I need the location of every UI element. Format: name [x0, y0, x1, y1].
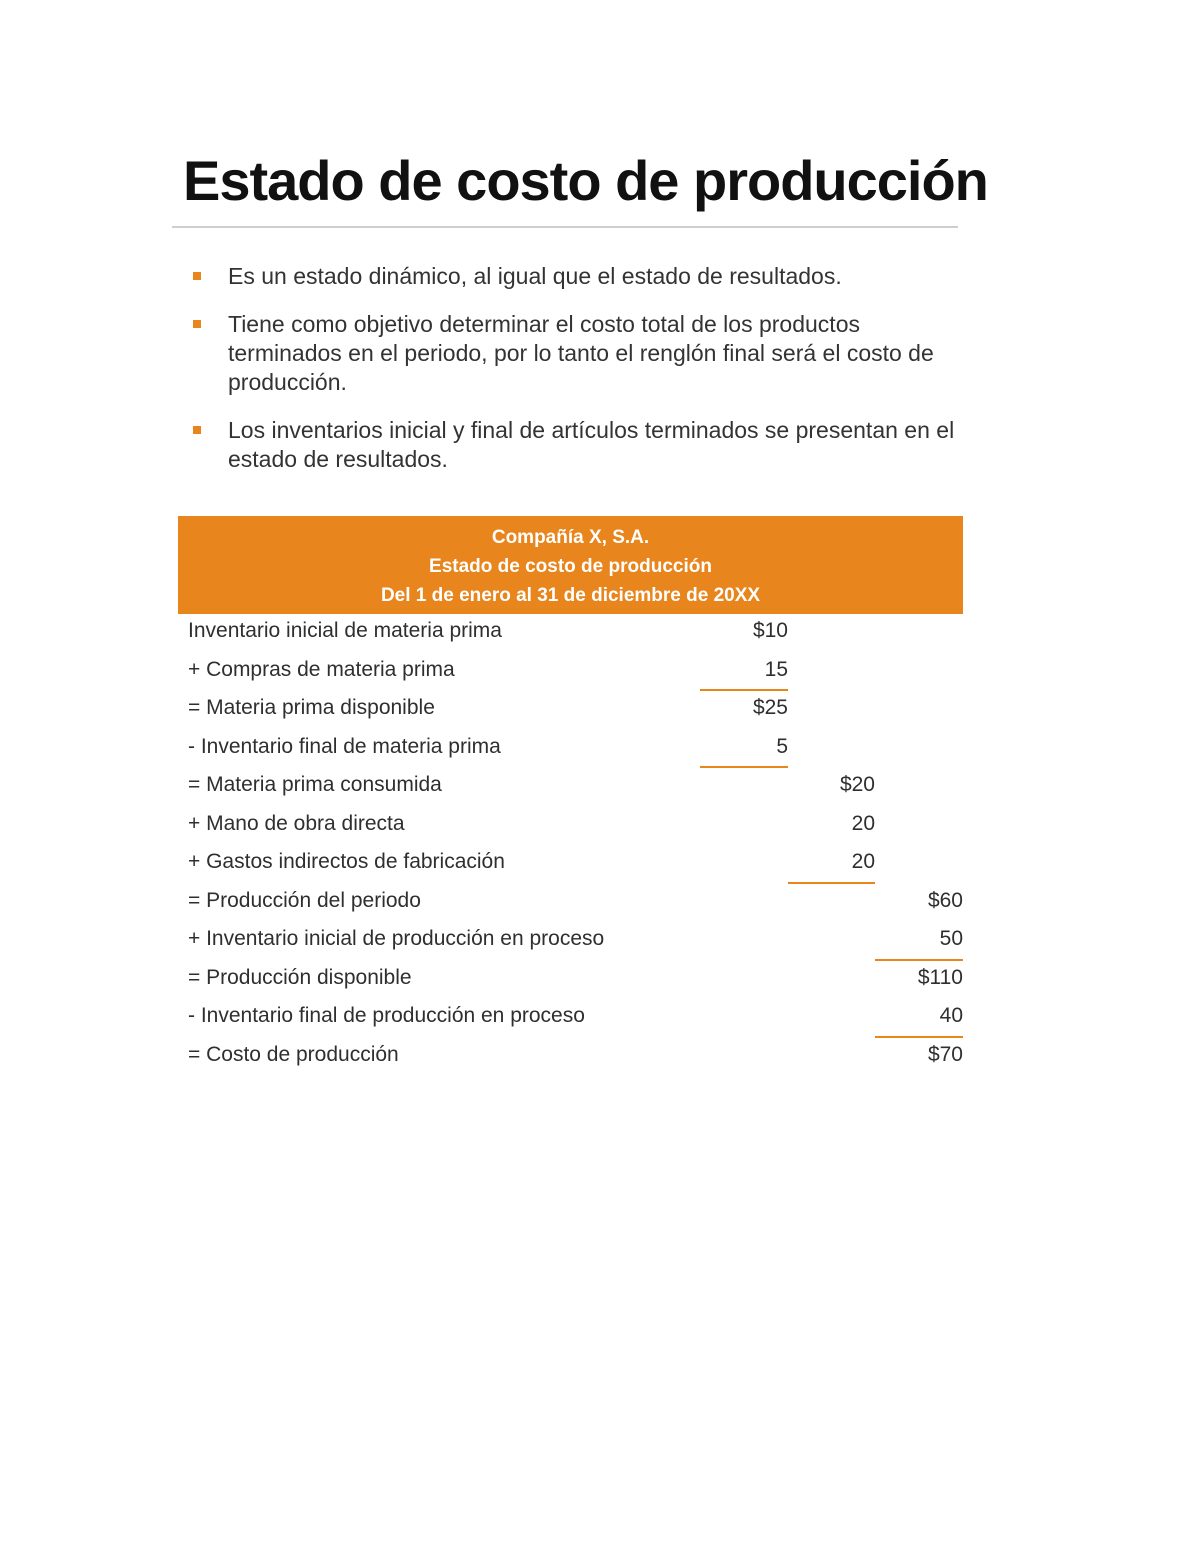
- table-row: [178, 961, 963, 1000]
- square-bullet-icon: [193, 320, 201, 328]
- title-divider: [172, 226, 958, 228]
- amount-col1: $10: [752, 619, 788, 642]
- row-label: = Materia prima disponible: [188, 696, 435, 719]
- row-label: + Compras de materia prima: [188, 657, 455, 681]
- table-row: [178, 614, 963, 653]
- bullet-text: Tiene como objetivo determinar el costo total de los productos terminados en el periodo, por lo tanto el renglón final será el costo de producción.: [228, 311, 934, 395]
- table-row: [178, 922, 963, 961]
- bullet-item: [188, 310, 968, 397]
- amount-col1: $25: [752, 696, 788, 719]
- row-label: = Producción del periodo: [188, 888, 421, 912]
- table-row: [178, 730, 963, 769]
- bullet-item: [188, 416, 968, 474]
- page-title: Estado de costo de producción: [183, 149, 988, 212]
- amount-col2: 20: [851, 850, 875, 873]
- amount-col2: 20: [851, 811, 875, 835]
- table-row: [178, 691, 963, 730]
- square-bullet-icon: [193, 272, 201, 280]
- table-row: [178, 653, 963, 692]
- amount-col3: 50: [939, 927, 963, 950]
- cost-statement-table: [178, 516, 963, 1076]
- row-label: - Inventario final de materia prima: [188, 734, 501, 758]
- table-row: [178, 768, 963, 807]
- bullet-text: Los inventarios inicial y final de artículos terminados se presentan en el estado de resultados.: [228, 417, 955, 472]
- row-label: = Costo de producción: [188, 1042, 399, 1066]
- table-row: [178, 1038, 963, 1077]
- row-label: Inventario inicial de materia prima: [188, 619, 502, 642]
- row-label: - Inventario final de producción en proceso: [188, 1004, 585, 1027]
- row-label: + Gastos indirectos de fabricación: [188, 850, 505, 873]
- bullet-item: [188, 262, 968, 291]
- bullet-text: Es un estado dinámico, al igual que el estado de resultados.: [228, 263, 842, 289]
- amount-col3: $60: [927, 888, 963, 912]
- row-label: = Materia prima consumida: [188, 773, 442, 796]
- table-row: [178, 999, 963, 1038]
- amount-col2: $20: [839, 773, 875, 796]
- statement-name: Estado de costo de producción: [429, 556, 712, 577]
- square-bullet-icon: [193, 426, 201, 434]
- statement-header: [178, 516, 963, 614]
- bullet-list: [188, 262, 968, 493]
- amount-col3: $70: [927, 1042, 963, 1066]
- amount-col1: 15: [764, 657, 788, 681]
- amount-col1: 5: [776, 734, 788, 758]
- table-row: [178, 845, 963, 884]
- statement-period: Del 1 de enero al 31 de diciembre de 20XX: [380, 585, 761, 606]
- company-name: Compañía X, S.A.: [491, 527, 650, 548]
- table-row: [178, 807, 963, 846]
- amount-col3: 40: [939, 1004, 963, 1027]
- row-label: = Producción disponible: [188, 965, 412, 989]
- table-row: [178, 884, 963, 923]
- row-label: + Mano de obra directa: [188, 811, 405, 835]
- statement-rows: [178, 614, 963, 1076]
- amount-col3: $110: [917, 965, 963, 989]
- row-label: + Inventario inicial de producción en proceso: [188, 927, 605, 950]
